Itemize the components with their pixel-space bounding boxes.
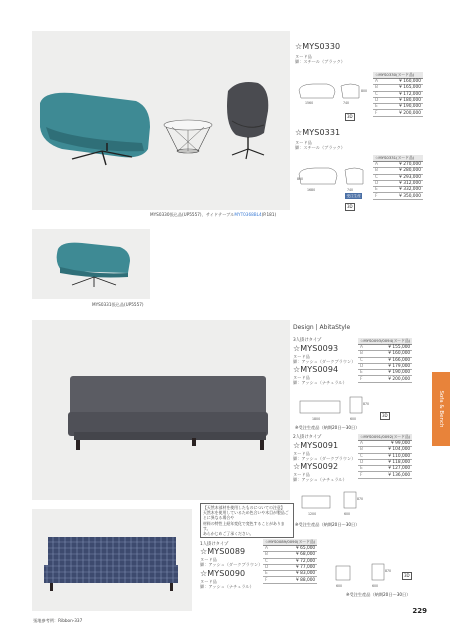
table-row: C ¥ 172,000 [375, 91, 421, 97]
photo-mys0331 [32, 229, 150, 299]
made-to-order-note: ※受注生産品（納期20日～30日） [346, 592, 411, 597]
table-row: A ¥ 155,000 [360, 345, 411, 351]
price-table-mys0091 [358, 434, 412, 479]
table-row: A ¥ 99,000 [360, 441, 411, 447]
design-title: Design | AbitaStyle [293, 324, 351, 331]
dimension-drawing-mys0331 [295, 160, 369, 194]
dim-height: 870 [357, 497, 364, 501]
dim-depth: 600 [344, 512, 351, 516]
model-mys0090: ☆MYS0090 [200, 569, 246, 578]
model-mys0094: ☆MYS0094 [293, 365, 339, 374]
table-row: F ¥ 200,000 [375, 110, 421, 116]
spec-mys0092 [293, 472, 347, 483]
model-mys0331: ☆MYS0331 [295, 128, 341, 137]
table-row: C ¥ 166,000 [360, 357, 411, 363]
spec-line: 脚：アッシュ（ダークブラウン） [200, 562, 263, 568]
table-row: E ¥ 83,000 [265, 571, 316, 577]
caption-link[interactable]: MYT0368BL4 [234, 212, 262, 217]
table-row: F ¥ 200,000 [360, 376, 411, 382]
table-row: B ¥ 68,000 [265, 552, 316, 558]
notice-line: 材料の特性上経年変化で変色することがあります。 [203, 520, 285, 531]
dim-width: 1200 [308, 512, 317, 516]
dim-width: 600 [336, 584, 343, 588]
model-mys0091: ☆MYS0091 [293, 441, 339, 450]
notice-line: あらかじめご了承ください。 [203, 531, 254, 537]
dim-width: 1560 [305, 101, 314, 105]
spec-line: ヌード品 [295, 54, 312, 59]
photo-mys0089 [32, 509, 192, 611]
spec-line: ヌード品 [293, 354, 310, 359]
table-header: ☆MYS0093/0094(ヌード品) [360, 338, 411, 343]
sofa-illustration-mys0331 [32, 229, 150, 299]
price-table-mys0331 [373, 155, 423, 200]
table-header: ☆MYS0331(ヌード品) [373, 155, 423, 162]
table-row: F ¥ 350,000 [375, 193, 421, 199]
spec-line: 脚：アッシュ（ナチュラル） [293, 477, 347, 483]
table-row: B ¥ 280,000 [375, 168, 421, 174]
dim-width: 1800 [312, 417, 321, 421]
spec-line: ヌード品 [293, 472, 310, 477]
table-row: E ¥ 127,000 [360, 466, 411, 472]
section-tab-sofa-bench[interactable] [432, 372, 450, 446]
table-row: A ¥ 160,000 [375, 79, 421, 85]
spec-line: ヌード品 [293, 451, 310, 456]
sofa-illustration-mys0330 [32, 31, 290, 210]
table-row: D ¥ 118,000 [360, 460, 411, 466]
sofa-illustration-mys0093 [32, 320, 290, 500]
3d-icon[interactable]: 3D [404, 573, 410, 578]
price-table-mys0093 [358, 338, 412, 383]
caption-mys0331: MYS0331張込品(UP5557) [92, 302, 144, 307]
made-to-order-note: ※受注生産品（納期20日～30日） [295, 522, 360, 527]
photo-mys0093 [32, 320, 290, 500]
caption-page-ref: (P.181) [261, 212, 277, 217]
table-header: ☆MYS0089/0090(ヌード品) [265, 539, 316, 544]
table-row: C ¥ 293,000 [375, 174, 421, 180]
3d-icon[interactable]: 3D [382, 413, 388, 418]
dim-height: 800 [297, 177, 304, 181]
model-mys0092: ☆MYS0092 [293, 462, 339, 471]
made-to-order-badge: 受注生産 [346, 193, 361, 198]
dim-height: 870 [363, 402, 370, 406]
spec-line: 脚：スチール（ブラック） [295, 145, 345, 151]
table-row: C ¥ 72,000 [265, 558, 316, 564]
table-row: A ¥ 65,000 [265, 546, 316, 552]
dimension-drawing-mys0093 [296, 393, 372, 423]
table-header: ☆MYS0091/0092(ヌード品) [360, 434, 411, 439]
spec-mys0089 [200, 557, 262, 568]
page-number: 229 [412, 607, 427, 615]
dim-height: 800 [361, 89, 367, 93]
price-table-mys0330 [373, 72, 423, 117]
one-seat-subhead: 1人掛けタイプ [200, 542, 229, 547]
spec-line: 脚：アッシュ（ナチュラル） [293, 380, 347, 386]
3d-icon[interactable]: 3D [347, 114, 353, 119]
spec-line: 脚：アッシュ（ナチュラル） [200, 584, 254, 590]
made-to-order-note: ※受注生産品（納期20日～30日） [295, 425, 360, 430]
spec-mys0093 [293, 354, 355, 365]
spec-line: ヌード品 [295, 140, 312, 145]
dim-depth: 740 [347, 188, 354, 192]
spec-mys0330 [295, 54, 345, 65]
table-row: F ¥ 88,000 [265, 577, 316, 583]
model-mys0093: ☆MYS0093 [293, 344, 339, 353]
table-row: E ¥ 190,000 [375, 104, 421, 110]
spec-mys0094 [293, 375, 347, 386]
table-row: E ¥ 332,000 [375, 187, 421, 193]
caption-text: MYS0330張込品(UP5557)、サイドテーブル [150, 212, 235, 217]
dimension-drawing-mys0091 [296, 488, 372, 518]
photo-mys0330 [32, 31, 290, 210]
section-tab-label: Sofa & Bench [438, 390, 444, 428]
table-row: F ¥ 136,000 [360, 472, 411, 478]
spec-line: ヌード品 [293, 375, 310, 380]
table-row: D ¥ 180,000 [375, 98, 421, 104]
table-row: D ¥ 312,000 [375, 181, 421, 187]
table-row: B ¥ 165,000 [375, 85, 421, 91]
table-row: A ¥ 270,000 [375, 162, 421, 168]
spec-line: 脚：スチール（ブラック） [295, 59, 345, 65]
dim-width: 1680 [307, 188, 316, 192]
dim-depth: 740 [343, 101, 350, 105]
dimension-drawing-mys0089 [328, 560, 402, 590]
table-row: E ¥ 190,000 [360, 370, 411, 376]
wood-notice-box [200, 503, 294, 538]
spec-line: ヌード品 [200, 579, 217, 584]
dimension-drawing-mys0330 [295, 78, 367, 106]
spec-mys0331 [295, 140, 345, 151]
caption-mys0330 [150, 212, 276, 218]
spec-mys0090 [200, 579, 254, 590]
dim-height: 870 [385, 569, 392, 573]
model-mys0330: ☆MYS0330 [295, 42, 341, 51]
dim-depth: 600 [350, 417, 357, 421]
table-row: B ¥ 104,000 [360, 447, 411, 453]
dim-depth: 600 [372, 584, 379, 588]
3d-icon[interactable]: 3D [347, 204, 353, 209]
sofa-illustration-plaid [32, 509, 192, 611]
notice-line: 天然木を使用しているため色合いや木目が製品ごとに異なる場合や [203, 510, 289, 521]
spec-mys0091 [293, 451, 355, 462]
two-seat-subhead: 2人掛けタイプ [293, 435, 322, 440]
table-row: B ¥ 160,000 [360, 351, 411, 357]
spec-line: ヌード品 [200, 557, 217, 562]
spec-line: 脚：アッシュ（ダークブラウン） [293, 456, 356, 462]
table-row: C ¥ 110,000 [360, 453, 411, 459]
spec-line: 脚：アッシュ（ダークブラウン） [293, 359, 356, 365]
caption-plaid: 張地参考例：Ribbon-337 [33, 618, 83, 623]
table-row: D ¥ 179,000 [360, 364, 411, 370]
price-table-mys0089 [263, 539, 317, 584]
table-header: ☆MYS0330(ヌード品) [373, 72, 423, 79]
model-mys0089: ☆MYS0089 [200, 547, 246, 556]
three-seat-subhead: 3人掛けタイプ [293, 338, 322, 343]
table-row: D ¥ 77,000 [265, 565, 316, 571]
notice-line: 【天然木部材を使用したものについての注意】 [203, 505, 285, 510]
